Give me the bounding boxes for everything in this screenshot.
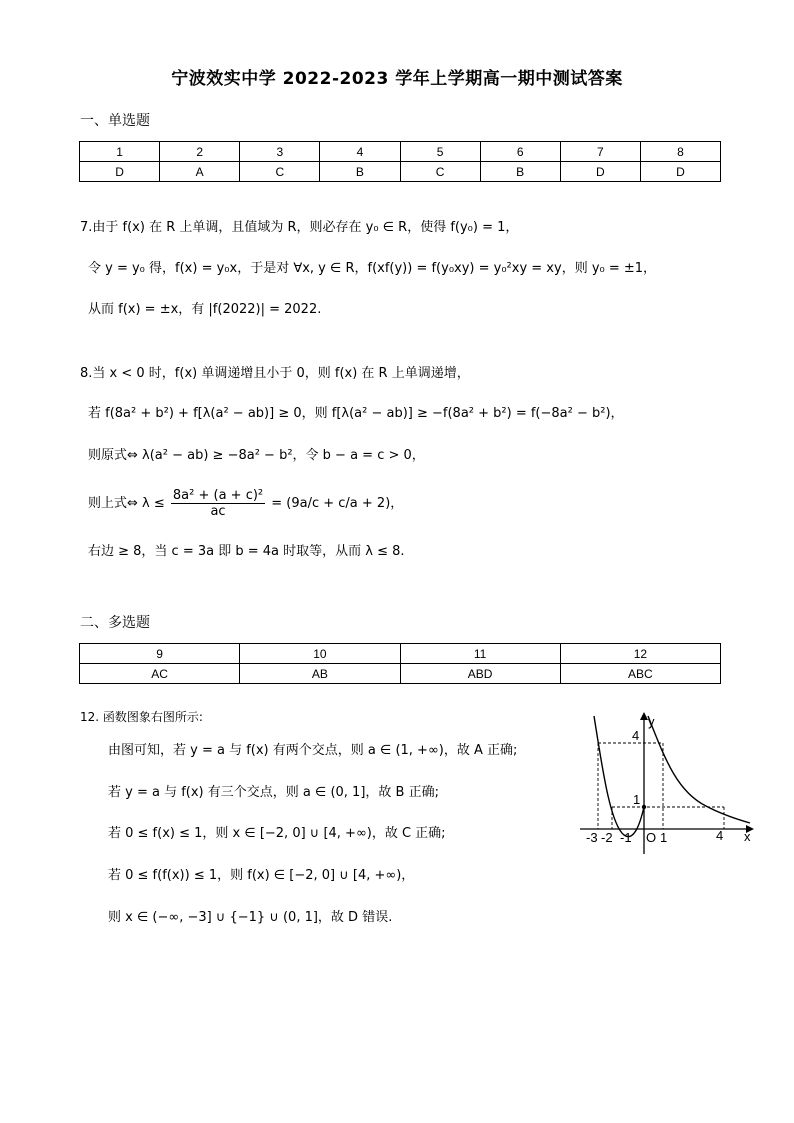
x-tick-label: 1: [660, 830, 668, 845]
table-cell: 12: [560, 644, 720, 664]
table-row-numbers: [80, 142, 721, 162]
q8-line-1: 8.当 x < 0 时，f(x) 单调递增且小于 0，则 f(x) 在 R 上单调递增，: [80, 366, 470, 381]
table-cell: D: [640, 162, 720, 182]
table-cell: 5: [400, 142, 480, 162]
table-cell: 4: [320, 142, 400, 162]
q8-line-5: 右边 ≥ 8，当 c = 3a 即 b = 4a 时取等，从而 λ ≤ 8.: [88, 544, 405, 559]
q12-line-4: 若 0 ≤ f(x) ≤ 1，则 x ∈ [−2, 0] ∪ [4, +∞)，故 C 正确;: [108, 826, 446, 841]
q8-line-3: 则原式⇔ λ(a² − ab) ≥ −8a² − b²，令 b − a = c > 0，: [88, 448, 425, 463]
table-row-numbers: [80, 644, 721, 664]
x-tick-label: -2: [601, 830, 613, 845]
origin-label: O: [646, 830, 657, 845]
x-tick-label: -3: [586, 830, 598, 845]
table-cell: A: [160, 162, 240, 182]
section-heading-single-choice: 一、单选题: [80, 113, 150, 129]
multiple-choice-answer-table: [79, 643, 721, 684]
fraction-denominator: ac: [210, 504, 226, 519]
point-0-1: [642, 805, 646, 809]
table-cell: ABD: [400, 664, 560, 684]
y-axis-label: y: [648, 714, 655, 729]
function-graph: [576, 706, 756, 856]
table-cell: 11: [400, 644, 560, 664]
q8-line-4-prefix: 则上式⇔ λ ≤: [88, 496, 165, 511]
q8-line-4-rest: = (9a/c + c/a + 2)，: [271, 496, 404, 511]
single-choice-answer-table: [79, 141, 721, 182]
q12-line-1: 12. 函数图象右图所示:: [80, 710, 203, 724]
x-tick-label: 4: [716, 828, 724, 843]
q7-line-3: 从而 f(x) = ±x，有 |f(2022)| = 2022.: [88, 302, 322, 317]
table-cell: C: [400, 162, 480, 182]
q7-line-2: 令 y = y₀ 得，f(x) = y₀x，于是对 ∀x, y ∈ R，f(xf(y)) = f(y₀xy) = y₀²xy = xy，则 y₀ = ±1，: [88, 261, 657, 276]
fraction: [171, 488, 265, 519]
section-heading-multiple-choice: 二、多选题: [80, 615, 150, 631]
y-axis-arrow-icon: [640, 712, 648, 720]
q12-line-5: 若 0 ≤ f(f(x)) ≤ 1，则 f(x) ∈ [−2, 0] ∪ [4, +∞)，: [108, 868, 415, 883]
q8-line-2: 若 f(8a² + b²) + f[λ(a² − ab)] ≥ 0，则 f[λ(a² − ab)] ≥ −f(8a² + b²) = f(−8a² − b²)，: [88, 406, 624, 421]
table-row-answers: [80, 664, 721, 684]
table-cell: 6: [480, 142, 560, 162]
y-tick-label: 4: [632, 728, 640, 743]
table-row-answers: [80, 162, 721, 182]
q12-line-3: 若 y = a 与 f(x) 有三个交点，则 a ∈ (0, 1]，故 B 正确;: [108, 785, 439, 800]
x-axis-label: x: [744, 829, 751, 844]
table-cell: 1: [80, 142, 160, 162]
table-cell: 7: [560, 142, 640, 162]
q12-line-2: 由图可知，若 y = a 与 f(x) 有两个交点，则 a ∈ (1, +∞)，故 A 正确;: [108, 743, 518, 758]
table-cell: ABC: [560, 664, 720, 684]
fraction-numerator: 8a² + (a + c)²: [172, 488, 264, 503]
page-title: 宁波效实中学 2022-2023 学年上学期高一期中测试答案: [171, 69, 623, 89]
q12-line-6: 则 x ∈ (−∞, −3] ∪ {−1} ∪ (0, 1]，故 D 错误.: [108, 910, 393, 925]
table-cell: 9: [80, 644, 240, 664]
table-cell: B: [480, 162, 560, 182]
table-cell: 10: [240, 644, 400, 664]
table-cell: AC: [80, 664, 240, 684]
x-tick-label: -1: [620, 830, 632, 845]
y-tick-label: 1: [633, 792, 641, 807]
table-cell: 2: [160, 142, 240, 162]
table-cell: D: [560, 162, 640, 182]
q7-line-1: 7.由于 f(x) 在 R 上单调，且值域为 R，则必存在 y₀ ∈ R，使得 f(y₀) = 1，: [80, 220, 519, 235]
table-cell: 3: [240, 142, 320, 162]
q8-line-4: [88, 488, 403, 519]
table-cell: B: [320, 162, 400, 182]
table-cell: AB: [240, 664, 400, 684]
table-cell: 8: [640, 142, 720, 162]
table-cell: D: [80, 162, 160, 182]
table-cell: C: [240, 162, 320, 182]
